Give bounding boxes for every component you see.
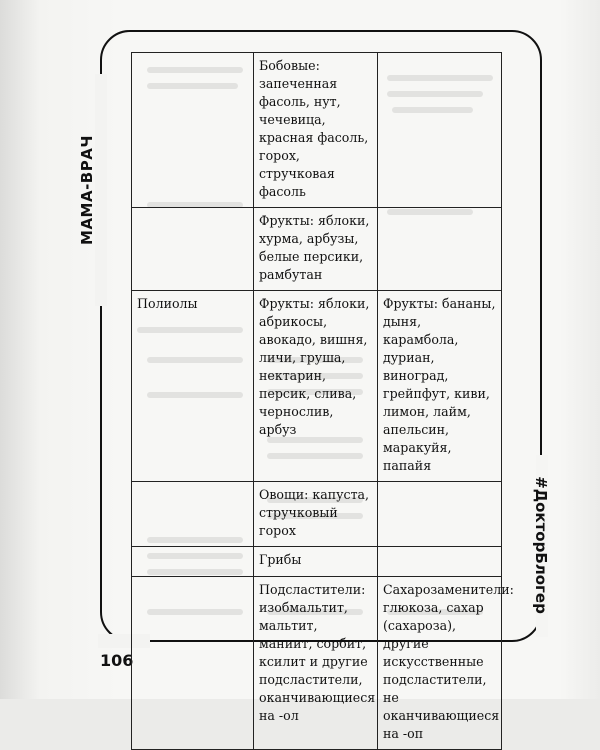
table-row [132,577,502,750]
table-cell [132,547,254,577]
table-row [132,482,502,547]
table-cell: Фрукты: яблоки, хурма, арбузы, белые персики, рамбутан [254,208,378,291]
table-cell: Фрукты: бананы, дыня, карамбола, дуриан, виноград, грейпфут, киви, лимон, лайм, апельсин, маракуйя, папайя [378,291,502,482]
table-cell [132,53,254,208]
table-cell [132,482,254,547]
table-row [132,291,502,482]
table-cell: Бобовые: запеченная фасоль, нут, чечевица, красная фасоль, горох, стручковая фасоль [254,53,378,208]
table-cell: Полиолы [132,291,254,482]
table-cell [378,482,502,547]
table-row [132,53,502,208]
table-cell: Овощи: капуста, стручковый горох [254,482,378,547]
page-number: 106 [100,651,134,670]
side-title-right: #ДокторБлогер [532,476,550,614]
table-cell: Сахарозаменители: глюкоза, сахар (сахароза), другие искусственные подсластители, не оканчивающиеся на -оп [378,577,502,750]
table-cell [378,547,502,577]
table-cell [132,208,254,291]
table-cell: Фрукты: яблоки, абрикосы, авокадо, вишня, личи, груша, нектарин, персик, слива, чернослив, арбуз [254,291,378,482]
fodmap-table [131,52,514,750]
table-cell [378,53,502,208]
table-cell: Подсластители: изобмальтит, мальтит, маниит, сорбит, ксилит и другие подсластители, оканчивающиеся на -ол [254,577,378,750]
table-row [132,547,502,577]
table-cell: Грибы [254,547,378,577]
table-cell [132,577,254,750]
table-cell [378,208,502,291]
side-title-left: МАМА-ВРАЧ [78,135,96,245]
table-row [132,208,502,291]
